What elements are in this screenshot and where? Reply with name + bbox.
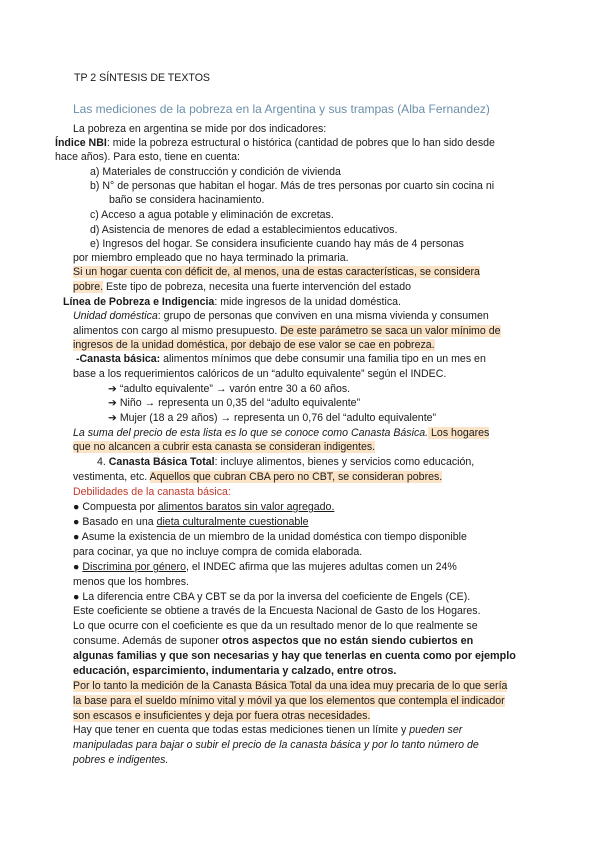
- nbi-cont: hace años). Para esto, tiene en cuenta:: [55, 151, 240, 163]
- highlight-text: pobre.: [73, 281, 104, 293]
- bullet-item: ● La diferencia entre CBA y CBT se da por la inversa del coeficiente de Engels (CE).: [73, 591, 471, 603]
- highlight-line: [73, 680, 507, 693]
- arrow-item: ➔ Mujer (18 a 29 años) → representa un 0,76 del “adulto equivalente”: [108, 412, 437, 424]
- highlight-text: ingresos de la unidad doméstica, por debajo de ese valor se cae en pobreza.: [73, 339, 435, 351]
- nbi-label: Índice NBI: [55, 137, 107, 149]
- highlight-text: son escasos e insuficientes y deja por fuera otras necesidades.: [73, 710, 371, 722]
- body-text: ● Basado en una: [73, 516, 157, 528]
- highlight-line: [73, 281, 411, 294]
- cb-line-2: base a los requerimientos calóricos de un “adulto equivalente” según el INDEC.: [73, 368, 447, 380]
- bullet-item-cont: para cocinar, ya que no incluye compra de comida elaborada.: [73, 546, 363, 558]
- arrow-item: ➔ “adulto equivalente” → varón entre 30 a 60 años.: [108, 383, 351, 395]
- highlight-line: [73, 710, 370, 723]
- cbt-num: 4.: [97, 456, 109, 468]
- doc-header: TP 2 SÍNTESIS DE TEXTOS: [74, 72, 210, 84]
- final-line-2: manipuladas para bajar o subir el precio de la canasta básica y por lo tanto número de: [73, 739, 479, 751]
- bold-line: educación, esparcimiento, indumentaria y calzado, entre otros.: [73, 665, 397, 677]
- list-item-b: b) N° de personas que habitan el hogar. Más de tres personas por cuarto sin cocina ni: [90, 180, 495, 192]
- cbt-line: [97, 456, 474, 469]
- section-heading: Debilidades de la canasta básica:: [73, 486, 231, 498]
- underlined-text: Discrimina por género: [82, 561, 186, 573]
- highlight-text: que no alcancen a cubrir esta canasta se consideran indigentes.: [73, 441, 376, 453]
- bullet-item: ● Asume la existencia de un miembro de la unidad doméstica con tiempo disponible: [73, 531, 467, 543]
- bullet-item: [73, 516, 309, 529]
- body-text: ● Compuesta por: [73, 501, 158, 513]
- body-line: [73, 635, 473, 648]
- highlight-text: la base para el sueldo mínimo vital y móvil ya que los elementos que contempla el indicador: [73, 695, 505, 707]
- ud-label: Unidad doméstica: [73, 310, 158, 322]
- nbi-line: [55, 137, 495, 150]
- nbi-text: : mide la pobreza estructural o histórica (cantidad de pobres que lo han sido desde: [106, 137, 495, 149]
- final-line-3: pobres e indigentes.: [73, 754, 169, 766]
- body-text: Este tipo de pobreza, necesita una fuerte intervención del estado: [103, 281, 412, 293]
- ud-line: [73, 310, 489, 323]
- body-text: , el INDEC afirma que las mujeres adultas comen un 24%: [185, 561, 457, 573]
- cb-text: alimentos mínimos que debe consumir una familia tipo en un mes en: [160, 353, 486, 365]
- ud-line-2: [73, 325, 501, 338]
- italic-text: La suma del precio de esta lista es lo que se conoce como Canasta Básica.: [73, 427, 429, 439]
- underlined-text: dieta culturalmente cuestionable: [156, 516, 309, 528]
- ud-line-3: [73, 339, 435, 352]
- body-text: ●: [73, 561, 83, 573]
- lpi-label: Línea de Pobreza e Indigencia: [63, 296, 215, 308]
- cbt-text: : incluye alimentos, bienes y servicios como educación,: [214, 456, 475, 468]
- highlight-text: Aquellos que cubran CBA pero no CBT, se consideran pobres.: [149, 471, 443, 483]
- lpi-text: : mide ingresos de la unidad doméstica.: [214, 296, 401, 308]
- highlight-text: Los hogares: [428, 427, 490, 439]
- highlight-text: Por lo tanto la medición de la Canasta Básica Total da una idea muy precaria de lo que sería: [73, 680, 508, 692]
- body-text: vestimenta, etc.: [73, 471, 150, 483]
- suma-line: [73, 427, 489, 440]
- body-text: consume. Además de suponer: [73, 635, 222, 647]
- body-line: Este coeficiente se obtiene a través de la Encuesta Nacional de Gasto de los Hogares.: [73, 605, 481, 617]
- list-item-e: e) Ingresos del hogar. Se considera insuficiente cuando hay más de 4 personas: [90, 238, 464, 250]
- list-item-b-cont: baño se considera hacinamiento.: [109, 194, 265, 206]
- list-item-d: d) Asistencia de menores de edad a establecimientos educativos.: [90, 224, 398, 236]
- body-line: Lo que ocurre con el coeficiente es que da un resultado menor de lo que realmente se: [73, 620, 478, 632]
- bullet-item: [73, 561, 457, 574]
- highlight-text: Si un hogar cuenta con déficit de, al menos, una de estas características, se considera: [73, 266, 480, 278]
- ud-text: : grupo de personas que conviven en una misma vivienda y consumen: [157, 310, 489, 322]
- list-item-c: c) Acceso a agua potable y eliminación de excretas.: [90, 209, 334, 221]
- list-item-a: a) Materiales de construcción y condición de vivienda: [90, 166, 341, 178]
- bullet-item: [73, 501, 334, 514]
- suma-line-2: [73, 441, 375, 454]
- cb-line: [76, 353, 486, 366]
- final-line: [73, 724, 462, 737]
- body-text: alimentos con cargo al mismo presupuesto.: [73, 325, 281, 337]
- highlight-line: [73, 266, 480, 279]
- intro-line: La pobreza en argentina se mide por dos indicadores:: [73, 123, 327, 135]
- bold-text: otros aspectos que no están siendo cubiertos en: [221, 635, 474, 647]
- bullet-item-cont: menos que los hombres.: [73, 576, 190, 588]
- cbt-label: Canasta Básica Total: [108, 456, 215, 468]
- arrow-item: ➔ Niño → representa un 0,35 del “adulto equivalente”: [108, 397, 361, 409]
- highlight-text: De este parámetro se saca un valor mínimo de: [280, 325, 501, 337]
- underlined-text: alimentos baratos sin valor agregado.: [157, 501, 335, 513]
- bold-line: algunas familias y que son necesarias y hay que tenerlas en cuenta como por ejemplo: [73, 650, 516, 662]
- italic-text: pueden ser: [409, 724, 463, 736]
- list-item-e-cont: por miembro empleado que no haya terminado la primaria.: [73, 252, 349, 264]
- body-text: Hay que tener en cuenta que todas estas mediciones tienen un límite y: [73, 724, 410, 736]
- cb-label: -Canasta básica:: [76, 353, 161, 365]
- cbt-line-2: [73, 471, 442, 484]
- lpi-line: [63, 296, 401, 309]
- page-title: Las mediciones de la pobreza en la Argentina y sus trampas (Alba Fernandez): [73, 102, 490, 116]
- highlight-line: [73, 695, 505, 708]
